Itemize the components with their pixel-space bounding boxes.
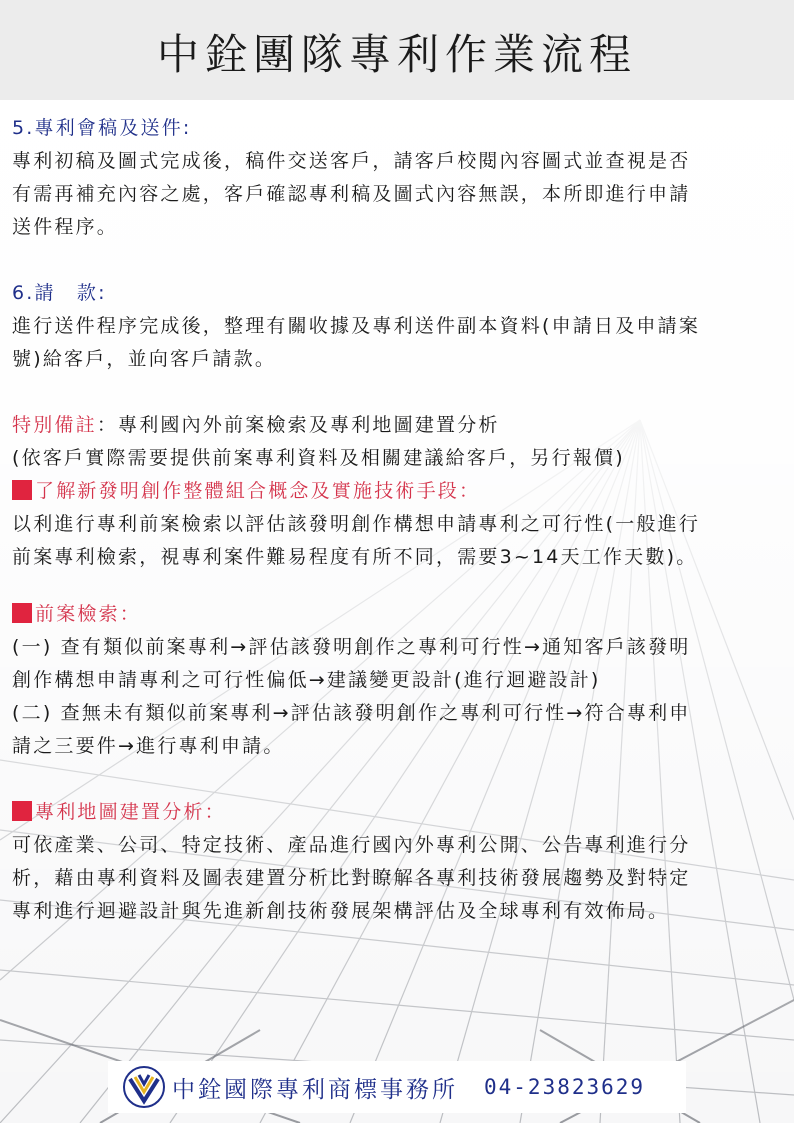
section5-title: 5.專利會稿及送件: <box>12 117 192 139</box>
main-content <box>12 112 782 928</box>
section6-title: 6.請 款: <box>12 282 107 304</box>
firm-logo-icon <box>122 1065 166 1109</box>
map-line-2: 析，藉由專利資料及圖表建置分析比對瞭解各專利技術發展趨勢及對特定 <box>12 867 691 889</box>
section6-line-2: 號)給客戶，並向客戶請款。 <box>12 348 277 370</box>
search-line-4: 請之三要件→進行專利申請。 <box>12 735 285 757</box>
goal-line-1: 以利進行專利前案檢索以評估該發明創作構想申請專利之可行性(一般進行 <box>12 513 701 535</box>
search-title: 前案檢索： <box>35 603 142 625</box>
header-bar <box>0 0 794 100</box>
search-line-2: 創作構想申請專利之可行性偏低→建議變更設計(進行迴避設計) <box>12 669 601 691</box>
goal-heading <box>12 475 782 508</box>
red-square-icon <box>12 801 32 821</box>
goal-line-2: 前案專利檢索，視專利案件難易程度有所不同，需要3~14天工作天數)。 <box>12 546 698 568</box>
goal-title: 了解新發明創作整體組合概念及實施技術手段： <box>35 480 481 502</box>
special-note-text: ：專利國內外前案檢索及專利地圖建置分析 <box>96 414 500 436</box>
special-note <box>12 409 782 442</box>
section5-line-1: 專利初稿及圖式完成後，稿件交送客戶，請客戶校閱內容圖式並查視是否 <box>12 150 691 172</box>
firm-name: 中銓國際專利商標事務所 <box>172 1076 458 1103</box>
firm-phone: 04-23823629 <box>484 1075 646 1099</box>
red-square-icon <box>12 480 32 500</box>
red-square-icon <box>12 603 32 623</box>
footer-bar <box>108 1061 686 1113</box>
search-line-3: (二) 查無未有類似前案專利→評估該發明創作之專利可行性→符合專利申 <box>12 702 691 724</box>
section5-line-3: 送件程序。 <box>12 216 119 238</box>
section6-line-1: 進行送件程序完成後，整理有關收據及專利送件副本資料(申請日及申請案 <box>12 315 701 337</box>
section5-line-2: 有需再補充內容之處，客戶確認專利稿及圖式內容無誤，本所即進行申請 <box>12 183 691 205</box>
map-line-3: 專利進行迴避設計與先進新創技術發展架構評估及全球專利有效佈局。 <box>12 900 670 922</box>
map-line-1: 可依產業、公司、特定技術、產品進行國內外專利公開、公告專利進行分 <box>12 834 691 856</box>
special-note-sub: (依客戶實際需要提供前案專利資料及相關建議給客戶，另行報價) <box>12 447 625 469</box>
search-heading <box>12 598 782 631</box>
map-title: 專利地圖建置分析： <box>35 801 226 823</box>
page-title: 中銓團隊專利作業流程 <box>156 30 637 79</box>
map-heading <box>12 796 782 829</box>
search-line-1: (一) 查有類似前案專利→評估該發明創作之專利可行性→通知客戶該發明 <box>12 636 691 658</box>
special-note-label: 特別備註 <box>12 414 97 436</box>
